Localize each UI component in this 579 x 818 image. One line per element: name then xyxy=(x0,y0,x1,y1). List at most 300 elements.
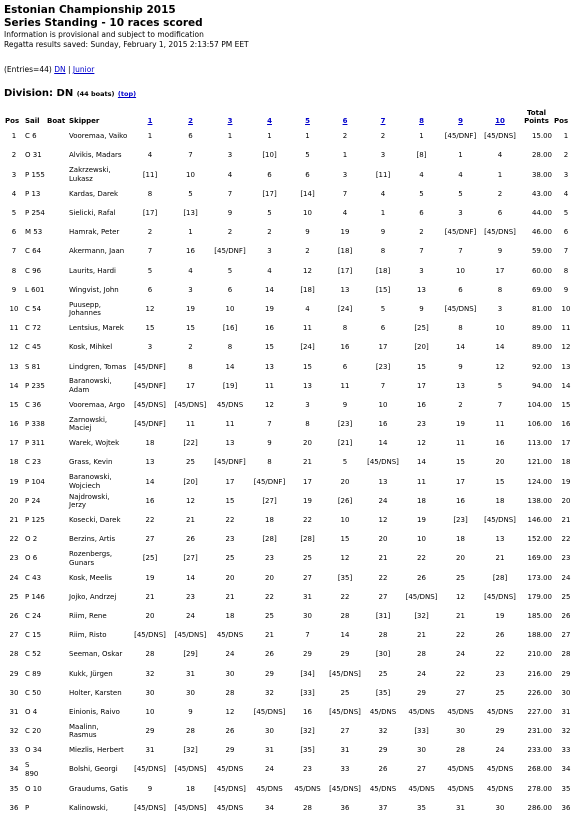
cell-race-2: [22] xyxy=(183,439,198,448)
cell-race-6: [24] xyxy=(337,304,353,313)
cell-pos: 16 xyxy=(9,420,19,429)
cell-race-10: [45/DNS] xyxy=(484,516,516,525)
cell-sail: C 72 xyxy=(25,324,42,333)
cell-race-1: 22 xyxy=(145,516,155,525)
cell-race-5: 6 xyxy=(305,170,310,179)
cell-race-4: 24 xyxy=(265,765,274,774)
cell-race-7: 20 xyxy=(378,535,388,544)
cell-race-8: [32] xyxy=(414,611,429,620)
cell-race-9: 30 xyxy=(456,727,465,736)
cell-total-points: 46.00 xyxy=(531,228,552,237)
cell-pos: 18 xyxy=(9,458,19,467)
header-race-8[interactable]: 8 xyxy=(419,117,424,125)
cell-race-2: 1 xyxy=(188,228,193,237)
cell-race-4: 16 xyxy=(265,324,274,333)
cell-total-points: 138.00 xyxy=(527,496,552,505)
cell-race-5: 10 xyxy=(303,209,312,218)
cell-pos: 25 xyxy=(9,592,19,601)
cell-sail: O 10 xyxy=(25,784,42,793)
cell-race-1: 27 xyxy=(145,535,155,544)
cell-race-7: 45/DNS xyxy=(369,784,397,793)
cell-race-4: 8 xyxy=(267,458,272,467)
cell-race-4: [27] xyxy=(262,496,277,505)
cell-pos-right: 2 xyxy=(563,151,569,160)
cell-race-8: 28 xyxy=(417,650,426,659)
cell-skipper: Jojko, Andrzej xyxy=(69,592,117,601)
cell-race-9: 19 xyxy=(456,420,465,429)
cell-pos: 26 xyxy=(9,611,19,620)
cell-pos: 31 xyxy=(9,707,19,716)
division-label: Division: DN xyxy=(4,88,74,99)
cell-pos-right: 31 xyxy=(561,707,571,716)
cell-race-2: [45/DNS] xyxy=(174,765,207,774)
cell-race-10: 25 xyxy=(495,688,505,697)
cell-race-3: 45/DNS xyxy=(216,631,244,640)
cell-race-6: 29 xyxy=(340,650,350,659)
cell-race-2: 8 xyxy=(188,362,193,371)
cell-sail: S 890 xyxy=(25,761,39,778)
cell-sail: P 311 xyxy=(25,439,45,448)
cell-skipper: Akermann, Jaan xyxy=(69,247,125,256)
cell-pos-right: 36 xyxy=(561,803,571,812)
cell-race-8: 5 xyxy=(419,189,424,198)
cell-race-4: 22 xyxy=(265,592,274,601)
cell-pos: 6 xyxy=(11,228,17,237)
provisional-note: Information is provisional and subject to modification xyxy=(4,30,204,39)
cell-race-8: 21 xyxy=(417,631,426,640)
cell-race-5: 21 xyxy=(303,458,312,467)
cell-total-points: 89.00 xyxy=(531,324,552,333)
cell-race-1: [45/DNS] xyxy=(134,400,166,409)
cell-race-7: 4 xyxy=(380,189,386,198)
cell-race-8: 17 xyxy=(417,381,426,390)
cell-sail: M 53 xyxy=(25,228,43,237)
cell-race-4: 4 xyxy=(267,266,272,275)
cell-total-points: 92.00 xyxy=(531,362,552,371)
cell-skipper: Zakrzewski, Lukasz xyxy=(69,166,111,183)
cell-pos-right: 11 xyxy=(561,324,571,333)
cell-sail: C 6 xyxy=(25,132,37,141)
cell-race-5: 20 xyxy=(303,439,312,448)
cell-race-1: [45/DNF] xyxy=(134,420,166,429)
cell-race-4: [45/DNF] xyxy=(253,477,286,486)
cell-race-4: 5 xyxy=(267,209,272,218)
cell-race-10: 26 xyxy=(495,631,505,640)
cell-skipper: Puusepp, Johannes xyxy=(69,300,102,318)
cell-race-7: [45/DNS] xyxy=(367,458,399,467)
cell-race-6: 3 xyxy=(342,170,348,179)
header-race-6[interactable]: 6 xyxy=(342,117,348,125)
cell-race-1: 32 xyxy=(145,669,155,678)
cell-boat xyxy=(46,300,68,319)
cell-sail: C 45 xyxy=(25,343,42,352)
cell-boat xyxy=(46,511,68,530)
cell-pos-right: 8 xyxy=(563,266,569,275)
cell-race-4: 19 xyxy=(265,304,274,313)
cell-race-2: 30 xyxy=(186,688,195,697)
cell-pos-right: 20 xyxy=(561,496,571,505)
cell-skipper: Zarnowski, Maciej xyxy=(69,415,108,433)
cell-race-2: [45/DNS] xyxy=(174,803,207,812)
cell-race-2: 28 xyxy=(186,727,195,736)
cell-skipper: Grass, Kevin xyxy=(69,458,113,467)
cell-race-2: 12 xyxy=(186,496,195,505)
cell-race-6: [45/DNS] xyxy=(329,669,361,678)
cell-sail: P 104 xyxy=(25,477,45,486)
cell-race-9: 31 xyxy=(456,803,465,812)
cell-race-2: 25 xyxy=(186,458,195,467)
cell-race-6: 9 xyxy=(342,400,348,409)
cell-race-1: 16 xyxy=(145,496,155,505)
cell-pos-right: 33 xyxy=(561,746,571,755)
cell-sail: O 6 xyxy=(25,554,38,563)
cell-race-2: 11 xyxy=(186,420,195,429)
cell-pos: 27 xyxy=(9,631,19,640)
cell-race-2: 15 xyxy=(186,324,195,333)
cell-total-points: 106.00 xyxy=(527,420,552,429)
cell-race-1: 19 xyxy=(145,573,155,582)
cell-race-10: 19 xyxy=(495,611,505,620)
table-row xyxy=(4,568,579,587)
cell-race-7: [11] xyxy=(375,170,391,179)
entries-nav xyxy=(4,65,558,75)
cell-race-4: 23 xyxy=(265,554,274,563)
cell-race-6: 4 xyxy=(342,209,348,218)
saved-timestamp: Regatta results saved: Sunday, February 1, 2015 2:13:57 PM EET xyxy=(4,40,249,49)
cell-race-8: 24 xyxy=(417,669,426,678)
cell-race-7: 16 xyxy=(378,420,388,429)
cell-race-6: 5 xyxy=(342,458,348,467)
cell-race-3: 11 xyxy=(225,420,235,429)
cell-race-6: [35] xyxy=(337,573,353,582)
cell-boat xyxy=(46,588,68,607)
cell-race-3: 3 xyxy=(227,151,233,160)
cell-sail: P 338 xyxy=(25,420,45,429)
cell-race-7: 22 xyxy=(378,573,388,582)
cell-race-10: 45/DNS xyxy=(486,707,514,716)
cell-race-2: [45/DNS] xyxy=(174,400,207,409)
cell-race-7: 21 xyxy=(378,554,388,563)
cell-race-3: 30 xyxy=(225,669,235,678)
cell-sail: C 54 xyxy=(25,304,42,313)
cell-sail: C 24 xyxy=(25,611,42,620)
cell-race-7: [18] xyxy=(375,266,391,275)
cell-race-2: 6 xyxy=(188,132,193,141)
header-race-4[interactable]: 4 xyxy=(267,117,272,125)
header-skipper: Skipper xyxy=(69,117,100,125)
cell-skipper: Laurits, Hardi xyxy=(69,266,116,275)
cell-race-10: [45/DNS] xyxy=(484,592,516,601)
header-race-5[interactable]: 5 xyxy=(305,117,310,125)
cell-total-points: 44.00 xyxy=(531,209,552,218)
cell-pos: 17 xyxy=(9,439,19,448)
cell-race-9: 12 xyxy=(456,592,465,601)
cell-pos-right: 18 xyxy=(561,458,571,467)
cell-race-2: 26 xyxy=(186,535,195,544)
cell-race-6: 14 xyxy=(340,631,350,640)
cell-race-7: 45/DNS xyxy=(369,707,397,716)
page-subtitle: Series Standing - 10 races scored xyxy=(4,17,203,29)
cell-pos-right: 16 xyxy=(561,420,571,429)
table-row xyxy=(4,204,579,223)
cell-race-9: 17 xyxy=(456,477,465,486)
header-sail: Sail xyxy=(25,117,40,125)
cell-total-points: 227.00 xyxy=(527,707,552,716)
cell-race-6: 20 xyxy=(340,477,350,486)
cell-total-points: 69.00 xyxy=(531,285,552,294)
table-row xyxy=(4,146,579,165)
cell-race-10: [45/DNS] xyxy=(484,132,516,141)
cell-race-10: 5 xyxy=(497,381,503,390)
cell-race-9: 18 xyxy=(456,535,465,544)
cell-race-7: 25 xyxy=(378,669,388,678)
cell-race-8: [25] xyxy=(414,324,429,333)
cell-pos-right: 29 xyxy=(561,669,571,678)
cell-race-6: 19 xyxy=(340,228,350,237)
cell-race-4: 3 xyxy=(267,247,272,256)
cell-race-8: [33] xyxy=(414,727,429,736)
header-race-3[interactable]: 3 xyxy=(227,117,233,125)
cell-race-6: [18] xyxy=(337,247,353,256)
cell-sail: C 64 xyxy=(25,247,42,256)
cell-race-7: 27 xyxy=(378,592,388,601)
cell-race-1: 10 xyxy=(145,707,155,716)
cell-race-6: [26] xyxy=(337,496,353,505)
cell-race-9: 5 xyxy=(458,189,463,198)
cell-pos: 5 xyxy=(11,209,17,218)
cell-race-9: 15 xyxy=(456,458,465,467)
cell-race-8: 4 xyxy=(419,170,424,179)
cell-race-3: 5 xyxy=(227,266,233,275)
cell-boat xyxy=(46,185,68,204)
cell-race-8: 18 xyxy=(417,496,426,505)
cell-sail: P 125 xyxy=(25,516,45,525)
header-race-1[interactable]: 1 xyxy=(147,117,153,125)
cell-race-2: 4 xyxy=(188,266,193,275)
cell-race-1: 2 xyxy=(147,228,153,237)
cell-race-10: 23 xyxy=(495,669,505,678)
cell-race-1: [45/DNS] xyxy=(134,631,166,640)
cell-race-7: 10 xyxy=(378,400,388,409)
cell-race-5: [32] xyxy=(300,727,315,736)
cell-race-8: 1 xyxy=(419,132,424,141)
cell-race-7: 6 xyxy=(380,324,386,333)
cell-total-points: 81.00 xyxy=(531,304,552,313)
dn-link[interactable]: DN xyxy=(54,65,66,74)
cell-race-3: 45/DNS xyxy=(216,400,244,409)
cell-sail: C 20 xyxy=(25,727,42,736)
cell-race-9: 20 xyxy=(456,554,465,563)
page-title: Estonian Championship 2015 xyxy=(4,4,176,16)
cell-race-9: 25 xyxy=(456,573,465,582)
cell-race-8: 23 xyxy=(417,420,426,429)
cell-pos: 33 xyxy=(9,746,19,755)
cell-sail: S 81 xyxy=(25,362,41,371)
cell-race-1: 1 xyxy=(147,132,153,141)
cell-race-10: 1 xyxy=(497,170,503,179)
table-row xyxy=(4,319,579,338)
cell-boat xyxy=(46,415,68,434)
cell-boat xyxy=(46,376,68,395)
cell-pos-right: 12 xyxy=(561,343,571,352)
cell-race-5: [33] xyxy=(300,688,315,697)
cell-race-4: 14 xyxy=(265,285,274,294)
cell-race-3: 17 xyxy=(225,477,235,486)
cell-pos-right: 17 xyxy=(561,439,571,448)
cell-race-7: 12 xyxy=(378,516,388,525)
cell-race-9: 45/DNS xyxy=(447,707,474,716)
junior-link[interactable]: Junior xyxy=(72,65,95,74)
cell-total-points: 173.00 xyxy=(527,573,552,582)
cell-race-3: 24 xyxy=(225,650,235,659)
cell-race-9: 11 xyxy=(456,439,465,448)
cell-total-points: 210.00 xyxy=(527,650,552,659)
cell-race-3: [16] xyxy=(222,324,238,333)
cell-race-9: 4 xyxy=(458,170,463,179)
cell-race-10: 17 xyxy=(495,266,505,275)
cell-race-8: 26 xyxy=(417,573,426,582)
cell-race-3: [45/DNF] xyxy=(214,458,246,467)
cell-race-9: 9 xyxy=(458,362,463,371)
cell-race-5: 7 xyxy=(305,631,310,640)
cell-race-5: [34] xyxy=(300,669,315,678)
table-row xyxy=(4,683,579,702)
table-row xyxy=(4,261,579,280)
cell-race-5: 45/DNS xyxy=(294,784,321,793)
cell-race-4: 32 xyxy=(265,688,274,697)
cell-race-10: 8 xyxy=(497,285,503,294)
cell-boat xyxy=(46,319,68,338)
cell-race-7: 8 xyxy=(380,247,386,256)
top-link[interactable]: (top) xyxy=(117,90,137,98)
cell-race-6: 22 xyxy=(340,592,350,601)
cell-total-points: 233.00 xyxy=(527,746,552,755)
cell-race-8: [45/DNS] xyxy=(405,592,438,601)
cell-race-5: 27 xyxy=(303,573,312,582)
cell-race-3: 45/DNS xyxy=(216,765,244,774)
cell-race-10: 6 xyxy=(497,209,503,218)
cell-total-points: 185.00 xyxy=(527,611,552,620)
cell-pos-right: 35 xyxy=(561,784,571,793)
cell-pos: 23 xyxy=(9,554,19,563)
header-boat: Boat xyxy=(47,117,66,125)
header-race-10[interactable]: 10 xyxy=(495,117,505,125)
cell-race-9: 45/DNS xyxy=(447,784,474,793)
table-row xyxy=(4,741,579,760)
cell-sail: C 96 xyxy=(25,266,42,275)
cell-pos: 7 xyxy=(11,247,17,256)
cell-total-points: 94.00 xyxy=(531,381,552,390)
cell-total-points: 104.00 xyxy=(527,400,552,409)
cell-total-points: 216.00 xyxy=(527,669,552,678)
header-pos: Pos xyxy=(5,117,20,125)
cell-race-9: 2 xyxy=(458,400,463,409)
cell-race-1: [17] xyxy=(142,209,158,218)
cell-total-points: 124.00 xyxy=(527,477,552,486)
cell-race-8: 12 xyxy=(417,439,426,448)
cell-race-8: 35 xyxy=(417,803,426,812)
cell-race-6: 31 xyxy=(340,746,350,755)
cell-pos: 12 xyxy=(9,343,19,352)
cell-pos-right: 4 xyxy=(563,189,569,198)
cell-sail: P 24 xyxy=(25,496,41,505)
cell-race-1: [45/DNF] xyxy=(134,362,166,371)
cell-pos: 19 xyxy=(9,477,19,486)
cell-boat xyxy=(46,146,68,165)
cell-boat xyxy=(46,165,68,184)
cell-race-3: 10 xyxy=(225,304,235,313)
standings-table xyxy=(4,109,579,818)
header-race-2[interactable]: 2 xyxy=(188,117,193,125)
cell-skipper: Kardas, Darek xyxy=(69,189,119,198)
cell-boat xyxy=(46,127,68,146)
cell-race-4: 2 xyxy=(267,228,272,237)
cell-race-1: 30 xyxy=(145,688,155,697)
cell-race-8: 15 xyxy=(417,362,426,371)
cell-race-9: 8 xyxy=(458,324,463,333)
cell-race-10: 3 xyxy=(497,304,503,313)
cell-race-9: 10 xyxy=(456,266,465,275)
cell-total-points: 278.00 xyxy=(527,784,552,793)
cell-sail: C 89 xyxy=(25,669,42,678)
cell-boat xyxy=(46,530,68,549)
cell-race-3: 9 xyxy=(227,209,233,218)
table-row xyxy=(4,607,579,626)
cell-race-3: 13 xyxy=(225,439,235,448)
cell-race-1: [45/DNF] xyxy=(134,381,166,390)
cell-race-8: 29 xyxy=(417,688,426,697)
cell-race-3: 21 xyxy=(225,592,235,601)
cell-sail: C 52 xyxy=(25,650,42,659)
cell-pos: 24 xyxy=(9,573,19,582)
cell-pos: 1 xyxy=(11,132,17,141)
cell-pos: 10 xyxy=(9,304,19,313)
cell-race-10: 18 xyxy=(495,496,505,505)
cell-race-10: 30 xyxy=(495,803,505,812)
cell-race-9: 16 xyxy=(456,496,465,505)
cell-boat xyxy=(46,357,68,376)
cell-skipper: Holter, Karsten xyxy=(69,688,122,697)
table-row xyxy=(4,453,579,472)
cell-race-3: 8 xyxy=(227,343,233,352)
cell-total-points: 89.00 xyxy=(531,343,552,352)
cell-race-9: [45/DNF] xyxy=(444,228,477,237)
cell-race-8: [8] xyxy=(416,151,427,160)
cell-skipper: Maalinn, Rasmus xyxy=(69,722,99,740)
cell-race-1: [11] xyxy=(142,170,158,179)
cell-race-3: [45/DNF] xyxy=(214,247,246,256)
cell-race-4: 30 xyxy=(265,727,274,736)
cell-race-7: 2 xyxy=(380,132,386,141)
cell-boat xyxy=(46,703,68,722)
cell-pos: 8 xyxy=(11,266,17,275)
cell-race-1: 14 xyxy=(145,477,155,486)
cell-race-1: 29 xyxy=(145,727,155,736)
cell-race-5: 4 xyxy=(305,304,310,313)
header-race-7[interactable]: 7 xyxy=(380,117,386,125)
cell-race-4: 21 xyxy=(265,631,274,640)
cell-race-4: 9 xyxy=(267,439,272,448)
header-race-9[interactable]: 9 xyxy=(458,117,463,125)
cell-boat xyxy=(46,741,68,760)
cell-total-points: 28.00 xyxy=(531,151,552,160)
cell-skipper: Kukk, Jürgen xyxy=(69,669,113,678)
cell-race-4: 6 xyxy=(267,170,272,179)
cell-race-5: 30 xyxy=(303,611,312,620)
cell-race-2: 5 xyxy=(188,189,193,198)
cell-pos: 22 xyxy=(9,535,19,544)
cell-race-4: 25 xyxy=(265,611,274,620)
